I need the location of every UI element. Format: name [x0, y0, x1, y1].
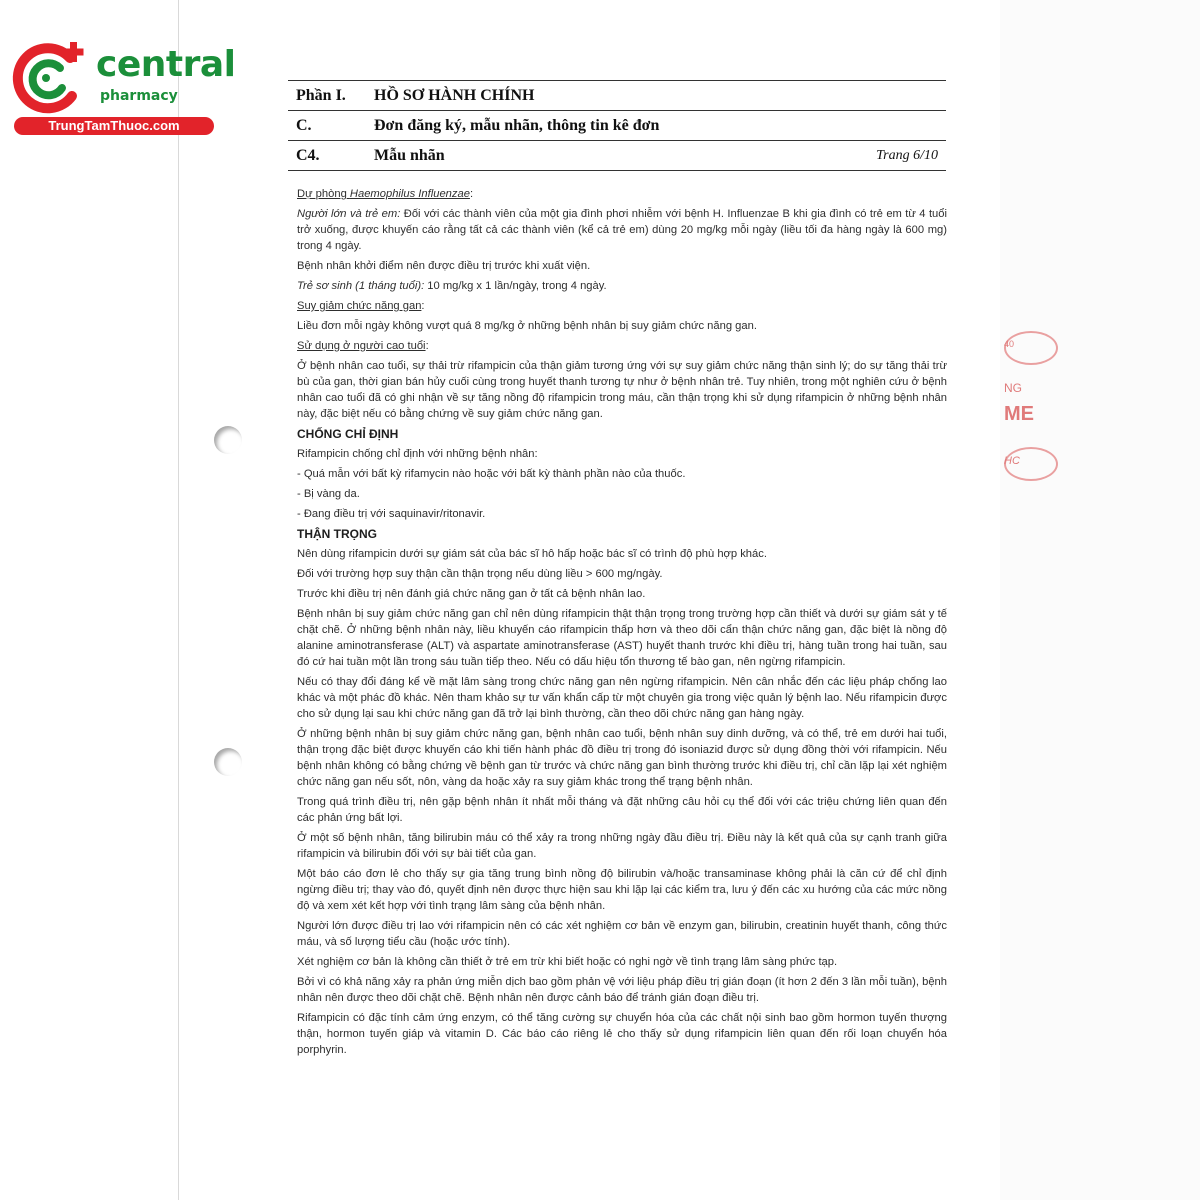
- page-right-edge: [1000, 0, 1200, 1200]
- paragraph: Trong quá trình điều trị, nên gặp bệnh nhân ít nhất mỗi tháng và đặt những câu hỏi cụ thể đối với các triệu chứng liên quan đến các phản ứng bất lợi.: [297, 796, 947, 824]
- paragraph: Người lớn được điều trị lao với rifampicin nên có các xét nghiệm cơ bản về enzym gan, bilirubin, creatinin huyết thanh, công thức máu, và số lượng tiểu cầu (hoặc ước tính).: [297, 920, 947, 948]
- paragraph: Rifampicin chống chỉ định với những bệnh nhân:: [297, 448, 538, 460]
- subheading: Suy giảm chức năng gan: [297, 300, 422, 312]
- paragraph: Liều đơn mỗi ngày không vượt quá 8 mg/kg ở những bệnh nhân bị suy giảm chức năng gan.: [297, 320, 757, 332]
- header-code: C4.: [296, 147, 320, 164]
- colon: :: [421, 300, 425, 312]
- paragraph: Trước khi điều trị nên đánh giá chức năng gan ở tất cả bệnh nhân lao.: [297, 588, 646, 600]
- paragraph-text: Đối với các thành viên của một gia đình phơi nhiễm với bệnh H. Influenzae B khi gia đình có trẻ em từ 4 tuổi trở xuống, được khuyến cáo rằng tất cả các thành viên (kể cả trẻ em) dùng 20 mg/kg mỗi ngày (liều tối đa hàng ngày là 600 mg) trong 4 ngày.: [297, 208, 947, 252]
- paragraph: [297, 186, 947, 202]
- punch-hole-lower: [214, 748, 242, 776]
- header-title: Mẫu nhãn: [374, 147, 445, 164]
- punch-hole-upper: [214, 426, 242, 454]
- paragraph: [297, 298, 947, 314]
- section-heading: CHỐNG CHỈ ĐỊNH: [297, 427, 399, 441]
- header-row-subsection: [288, 140, 946, 171]
- stamp-text: ME: [1004, 403, 1034, 425]
- document-header-table: [288, 80, 946, 171]
- paragraph: Rifampicin có đặc tính cảm ứng enzym, có thể tăng cường sự chuyển hóa của các chất nội sinh bao gồm hormon tuyến thượng thận, hormon tuyến giáp và vitamin D. Các báo cáo riêng lẻ cho thấy sử dụng rifampicin liên quan đến rối loạn chuyển hóa porphyrin.: [297, 1012, 947, 1056]
- colon: :: [425, 340, 429, 352]
- paragraph: Nếu có thay đổi đáng kể về mặt lâm sàng trong chức năng gan nên ngừng rifampicin. Nên cân nhắc đến các liệu pháp chống lao khác và một phác đồ khác. Nên tham khảo sự tư vấn khẩn cấp từ một chuyên gia trong việc quản lý bệnh lao. Nếu rifampicin được cho sử dụng lại sau khi chức năng gan đã trở lại bình thường, cần theo dõi chức năng gan hàng ngày.: [297, 676, 947, 720]
- list-item: - Quá mẫn với bất kỳ rifamycin nào hoặc với bất kỳ thành phần nào của thuốc.: [297, 468, 686, 480]
- subheading: [297, 188, 470, 200]
- colon: :: [469, 188, 474, 200]
- paragraph: Bởi vì có khả năng xảy ra phản ứng miễn dịch bao gồm phản vệ với liệu pháp điều trị gián đoạn (ít hơn 2 đến 3 lần mỗi tuần), bệnh nhân nên được theo dõi chặt chẽ. Bệnh nhân nên được cảnh báo để tránh gián đoạn điều trị.: [297, 976, 947, 1004]
- page-number: Trang 6/10: [876, 148, 938, 163]
- stamp-text: 40: [1004, 339, 1015, 349]
- stamp-text: HC: [1004, 455, 1020, 467]
- paragraph: [297, 338, 947, 354]
- paragraph-text: 10 mg/kg x 1 lần/ngày, trong 4 ngày.: [424, 280, 607, 292]
- list-item: - Đang điều trị với saquinavir/ritonavir.: [297, 508, 486, 520]
- header-code: Phần I.: [296, 87, 346, 104]
- paragraph: Ở một số bệnh nhân, tăng bilirubin máu có thể xảy ra trong những ngày đầu điều trị. Điều này là kết quả của sự cạnh tranh giữa rifampicin và bilirubin đối với sự bài tiết của gan.: [297, 832, 947, 860]
- paragraph: [297, 206, 947, 254]
- paragraph: Xét nghiệm cơ bản là không cần thiết ở trẻ em trừ khi biết hoặc có nghi ngờ về tình trạng lâm sàng phức tạp.: [297, 956, 838, 968]
- paragraph: Ở bệnh nhân cao tuổi, sự thải trừ rifampicin của thận giảm tương ứng với sự suy giảm chức năng thận sinh lý; do sự tăng thải trừ bù của gan, thời gian bán hủy cuối cùng trong huyết thanh tương tự như ở bệnh nhân trẻ. Tuy nhiên, trong một nghiên cứu ở bệnh nhân cao tuổi đã có ghi nhận về sự tăng nồng độ rifampicin trong máu, cần thận trọng khi sử dụng rifampicin ở những bệnh nhân này, đặc biệt nếu có bằng chứng về suy giảm chức năng gan.: [297, 360, 947, 420]
- partial-stamp: [1000, 325, 1034, 485]
- paragraph: Đối với trường hợp suy thận cần thận trọng nếu dùng liều > 600 mg/ngày.: [297, 568, 663, 580]
- logo-name: central: [96, 44, 236, 85]
- subheading: Sử dụng ở người cao tuổi: [297, 340, 426, 352]
- header-title: Đơn đăng ký, mẫu nhãn, thông tin kê đơn: [374, 117, 660, 134]
- header-code: C.: [296, 117, 312, 134]
- paragraph: Bệnh nhân bị suy giảm chức năng gan chỉ nên dùng rifampicin thật thận trọng trong trường hợp cần thiết và dưới sự giám sát y tế chặt chẽ. Ở những bệnh nhân này, liều khuyến cáo rifampicin thấp hơn và theo dõi cẩn thận chức năng gan, đặc biệt là nồng độ alanine aminotransferase (ALT) và aspartate aminotransferase (AST) huyết thanh trước khi điều trị, hàng tuần trong hai tuần, sau đó cứ hai tuần một lần trong sáu tuần tiếp theo. Nếu có dấu hiệu tổn thương tế bào gan, nên ngừng rifampicin.: [297, 608, 947, 668]
- logo-subtitle: pharmacy: [100, 88, 178, 104]
- paragraph-label: Người lớn và trẻ em:: [297, 208, 401, 220]
- logo-mark-icon: [10, 40, 90, 115]
- page-margin-line: [178, 0, 179, 1200]
- document-body: [297, 186, 947, 1062]
- subheading-italic: Haemophilus Influenzae: [349, 188, 470, 200]
- subheading-text: Dự phòng: [297, 188, 347, 200]
- paragraph: [297, 278, 947, 294]
- logo-site-badge: TrungTamThuoc.com: [14, 117, 214, 135]
- central-pharmacy-logo[interactable]: [10, 38, 236, 138]
- header-title: HỒ SƠ HÀNH CHÍNH: [374, 87, 535, 104]
- header-row-section: [288, 110, 946, 140]
- paragraph-label: Trẻ sơ sinh (1 tháng tuổi):: [297, 280, 425, 292]
- paragraph: Một báo cáo đơn lẻ cho thấy sự gia tăng trung bình nồng độ bilirubin và/hoặc transaminase không phải là căn cứ để chỉ định ngừng điều trị; thay vào đó, quyết định nên được thực hiện sau khi lặp lại các kiểm tra, lưu ý đến các xu hướng của các mức nồng độ và xem xét kết hợp với tình trạng lâm sàng của bệnh nhân.: [297, 868, 947, 912]
- paragraph: Nên dùng rifampicin dưới sự giám sát của bác sĩ hô hấp hoặc bác sĩ có trình độ phù hợp khác.: [297, 548, 767, 560]
- paragraph: Ở những bệnh nhân bị suy giảm chức năng gan, bệnh nhân cao tuổi, bệnh nhân suy dinh dưỡng, và có thể, trẻ em dưới hai tuổi, thận trọng đặc biệt được khuyến cáo khi tiến hành phác đồ điều trị trong đó isoniazid được sử dụng đồng thời với rifampicin. Nếu bệnh nhân không có bằng chứng về bệnh gan từ trước và chức năng gan bình thường trước khi điều trị, chỉ cần lặp lại xét nghiệm chức năng gan nếu sốt, nôn, vàng da hoặc xảy ra suy giảm khác trong thể trạng bệnh nhân.: [297, 728, 947, 788]
- paragraph: Bệnh nhân khởi điểm nên được điều trị trước khi xuất viện.: [297, 260, 591, 272]
- list-item: - Bị vàng da.: [297, 488, 360, 500]
- section-heading: THẬN TRỌNG: [297, 527, 377, 541]
- stamp-text: NG: [1004, 381, 1022, 395]
- header-row-part: [288, 80, 946, 110]
